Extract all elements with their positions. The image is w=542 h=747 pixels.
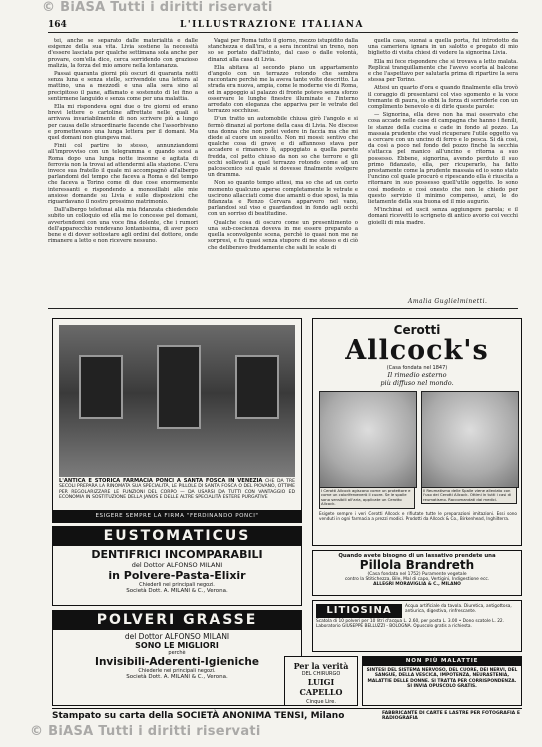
paragraph: tei, anche se separato dalle materialità e dalle esigenze della sua vita. Livia sostiene la necessità d'essere lasciata per qualche settimana sola anche per provare, com'ella dice, cerca sorridendo con grazioso malizia, la forza del mio amore nella lontananza.	[48, 38, 198, 69]
paragraph: quella casa, suonai a quella porta, fui introdotto da una cameriera ignara in un salotto e pregato di mio biglietto di visita chiesi di vedere la signorina Livia.	[368, 38, 518, 57]
man-illustration	[421, 391, 519, 488]
eustomaticus-headline: DENTIFRICI INCOMPARABILI	[91, 548, 263, 561]
pharmacy-illustration	[59, 325, 295, 477]
capello-line-3: LUIGI CAPELLO	[299, 677, 343, 697]
allcock-brand-top: Cerotti	[393, 323, 441, 337]
litiosina-description: Acqua artificiale da tavola. Diuretica, antigottosa, antiurica, digestiva, rinfrescante.	[405, 604, 512, 614]
window-shape	[235, 355, 279, 419]
window-shape	[79, 355, 123, 419]
eustomaticus-banner: EUSTOMATICUS	[53, 527, 301, 546]
allcock-footer: Esigete sempre i veri Cerotti Allcock e rifiutate tutte le preparazioni imitazioni. Essi sono venduti in ogni farmacia a prezzi modici. Prodotti da Allcock & Co., Birkenhead, Inghilterra.	[319, 511, 517, 521]
ad-non-piu-malattie	[362, 656, 522, 706]
author-signature: Amalia Guglielminetti.	[408, 298, 488, 305]
paragraph: Non so quanto tempo attesi, ma so che ad un certo momento qualcuno aperse completamente le vetrate e uscirono allacciati come due amanti o due sposi, la mia fidanzata e Renzo Cervara apparvero nel vano, parlandosi sul viso e guardandosi in fondo agli occhi con un sorriso di beatitudine.	[208, 180, 358, 218]
polveri-doctor: del Dottor ALFONSO MILANI	[124, 632, 230, 641]
allcock-caption-left: I Cerotti Allcock agiscono come un protettore e come un caloriferoeverò il cuore. Se le spalle sono sensibili all'aria, applicate un Cerotto Allcock.	[319, 487, 415, 509]
paragraph: Attesi un quarto d'ora e quando finalmente ella trovò il coraggio di presentarsi col viso sgomento e la voce tremante di paura, io ebbi la forza di sorriderle con un complimento benevolo e di dirle queste parole:	[368, 85, 518, 111]
pillola-uses: contro la Stitichezza, Bile, Mal di capo, Vertigini, Indigestione ecc.	[344, 577, 490, 582]
article-column-2	[208, 38, 358, 308]
polveri-because: perchè	[168, 650, 186, 656]
capello-line-1: Per la verità	[293, 661, 349, 671]
eustomaticus-note: Chiederli nei principali negozi.	[139, 582, 215, 588]
ad-polveri-grasse	[52, 610, 302, 706]
capello-price: Cinque Lire.	[306, 699, 336, 705]
pillola-intro: Quando avete bisogno di un lassativo prendete una	[338, 553, 496, 559]
paragraph: M'inchinai ed uscii senza aggiungere parola; e il domani ricevetti lo scrigneto di antico avorio coi vecchi gioielli di mia madre.	[368, 207, 518, 226]
paragraph: Dall'albergo telefonai alla mia fidanzata chiedendole subito un colloquio ed ella me lo concesse pel domani, avvertendomi con una voce fina dolente, che i rumori dell'apparecchio rendevano lontanissima, di aver poco bene e di dover sottostare agli ordini del dottore, onde rimanere a letto e non ricevere nessuno.	[48, 207, 198, 245]
litiosina-badge: LITIOSINA	[316, 604, 402, 618]
ad-litiosina	[312, 600, 522, 652]
header-rule	[48, 32, 518, 33]
ad-allcock	[312, 318, 522, 546]
ponci-title: L'ANTICA E STORICA FARMACIA PONCI A SANTA FOSCA IN VENEZIA	[59, 478, 263, 484]
pillola-distributor: ALLEGRI MORAVIGLIA & C., MILANO	[373, 582, 461, 587]
allcock-brand: Allcock's	[345, 335, 489, 366]
allcock-tagline-2: più diffuso nel mondo.	[380, 379, 454, 387]
paragraph: Passai quaranta giorni più oscuri di quaranta notti senza luna e senza stelle, scrivendole una lettera al mattino, una a mezzodì e una alla sera sino al precipitoso il pane, affamato e sostenuto di lei fino a sentirmene languido e senza come per una malattia.	[48, 71, 198, 102]
window-shape	[157, 345, 201, 429]
paragraph: D'un tratto un automobile chiusa girò l'angolo e si fermò dinanzi al portone della casa di Livia. Ne discese una donna che non potei vedere in faccia ma che mi diede al cuore un sussulto. Non mi mossi: sentivo che qualche cosa di grave e di affannoso stava per accadere e rimanevo lì, appoggiato a quella parete fredda, col petto chiuso da non so che terrore e gli occhi sollevati a quel terrazzo rotondo come ad un palcoscenico sul quale si dovesse finalmente svolgere un dramma.	[208, 116, 358, 179]
paragraph: Ella mi rispondeva ogni due o tre giorni ed erano brevi lettere o cartoline affrettate nelle quali si arrivava invariabilmente di non scrivere più a lungo per causa delle straordinarie facende che l'assorbivano e promettevano una lunga lettera per il domani. Ma quel domani non giungeva mai.	[48, 104, 198, 142]
journal-title: L'ILLUSTRAZIONE ITALIANA	[180, 20, 364, 30]
printer-footer	[52, 708, 522, 725]
paragraph: Qualche cosa di oscuro come un presentimento o una sub-coscienza doveva in me essere preparato a quella sconvolgente scena, perchè io quasi non me ne sorpresi, e fu quasi senza stupore di me stesso e di ciò che deliberavo freddamente che salii le scale di	[208, 219, 358, 251]
woman-illustration	[319, 391, 417, 488]
eustomaticus-company: Società Dott. A. MILANI & C., Verona.	[126, 588, 228, 594]
paragraph: Ella abitava al secondo piano un appartamento d'angolo con un terrazzo rotondo che sembra raccontare perchè me la aveva tante volte descritto. La strada era nuova, ampia, come le moderne vie di Roma, ed in appoggio al palazzo di fronte potevo senza sforzo osservare le lunghe finestre illuminate e l'interno arredato con eleganza che appariva per le vetrate del terrazzo socchiuse.	[208, 64, 358, 115]
eustomaticus-forms: in Polvere-Pasta-Elixir	[108, 569, 246, 582]
printer-credit: Stampato su carta della SOCIETÀ ANONIMA TENSI, Milano	[52, 711, 345, 721]
cure-banner: NON PIÙ MALATTIE	[363, 657, 521, 666]
ad-pillola-brandreth	[312, 550, 522, 596]
watermark-bottom: © BiASA Tutti i diritti riservati	[30, 724, 261, 739]
allcock-tagline-1: Il rimedio esterno	[387, 371, 447, 379]
capello-line-2: DEL CHIRURGO	[301, 671, 341, 677]
ponci-footer: ESIGERE SEMPRE LA FIRMA "FERDINANDO PONCI"	[53, 510, 301, 522]
cure-body: SINTESI DEL SISTEMA NERVOSO, DEL CUORE, DEI NERVI, DEL SANGUE, DELLA VESCICA, IMPOTENZA, NEURASTENIA, MALATTIE DELLE DONNE. SI TRATTA PER CORRISPONDENZA. SI INVIA OPUSCOLO GRATIS.	[366, 668, 518, 690]
ponci-text-block	[59, 479, 295, 501]
eustomaticus-doctor: del Dottor ALFONSO MILANI	[131, 561, 223, 569]
polveri-note: Chiederle nei principali negozi.	[138, 668, 216, 674]
pillola-founded: (Casa fondata nel 1752)	[367, 572, 421, 577]
paragraph: Ella mi fece rispondere che si trovava a letto malata. Replicai tranquillamente che l'avevo scorta al balcone e che l'aspettavo per salutarla prima di ripartire la sera stessa per Torino.	[368, 58, 518, 84]
polveri-claim: SONO LE MIGLIORI	[135, 641, 219, 650]
paragraph: Finii col partire io stesso, annunziandomi all'improvviso con un telegramma e quando scesi a Roma dopo una lunga notte insonne e agitata di ferrovia non la trovai ad attendermi alla stazione. C'era invece sua fratello il quale mi accompagnò all'albergo parlandomi del tempo che faceva a Roma e del tempo che faceva a Torino come di due cose enormemente interessanti e rispondendo a monosillabi alle mie ansiose domande su Livia e sulle disposizioni che riguardavano il nostro prossimo matrimonio.	[48, 143, 198, 206]
allcock-since: (Casa fondata nel 1847)	[386, 365, 448, 371]
polveri-qualities: Invisibili-Aderenti-Igieniche	[95, 656, 259, 668]
paragraph: — Signorina, ella deve non ha mai osservato che cosa accade nelle case di campagna che hanno i fienili, le stanze della cucina e cade in fondo al pozzo. La massaia prudente che vuol ricuperare l'utile oggetto va a cercare con un uncino di ferro e lo pesca. Si dà così, da così a poco nel fondo del pozzo finchè la secchia s'attacca pel manico all'uncino e ritorna a suo possesso. Ebbene, signorina, avendo perduto il suo primo fidanzato, ella, per ricuperarlo, ha fatto prestamente come la prudente massaia ed io sono stato l'uncino col quale procurò e ripescando ella è riuscita a ritornare in suo possesso quell'utile oggetto. Io sono così modesto e così onesto che non le chiedo per questo servizio il minimo compenso, anzi, le do lietamente della sua buona ed il mio augurio.	[368, 112, 518, 206]
ad-eustomaticus	[52, 526, 302, 606]
paragraph: Vagai per Roma tutto il giorno, mezzo istupidito dalla stanchezza e dall'ira, e a sera incontrai un treno, non so se portato dall'istinto, dal caso o dalle volontà, dinanzi alla casa di Livia.	[208, 38, 358, 63]
section-rule	[48, 308, 518, 309]
article-column-3	[368, 38, 518, 308]
ad-capello	[284, 656, 358, 706]
ad-farmacia-ponci	[52, 318, 302, 523]
printer-tagline: FABBRICANTE DI CARTE E LASTRE PER FOTOGRAFIA E RADIOGRAFIA	[382, 711, 520, 722]
page-number: 164	[48, 20, 67, 30]
pillola-name: Pillola Brandreth	[359, 558, 475, 572]
pillola-vegetal: Puramente vegetale	[421, 572, 467, 577]
ponci-body: CHE DA TRE SECOLI PREPARA LA RINOMATA SUA SPECIALITÀ, LE PILLOLE DI SANTA FOSCA O DEL PIOVANO, OTTIME PER REGOLARIZZARE LE FUNZIONI DEL CORPO — DA USARSI DA TUTTI CON VANTAGGIO ED ECONOMIA IN SOSTITUZIONE DELLA JANOS E DELLE ALTRE SPECIALITÀ ESTERE PURGATIVE	[59, 479, 296, 501]
polveri-company: Società Dott. A. MILANI & C., Verona.	[126, 674, 228, 680]
litiosina-body: Scatola di 10 polveri per 10 litri d'acqua L. 2.60, per posta L. 3.00 • Dono scatole L. 22. Laboratorio GIUSEPPE BELLUZZI - BOLOGNA. Opuscolo gratis a richiesta.	[316, 619, 505, 630]
watermark-top: © BiASA Tutti i diritti riservati	[42, 0, 273, 15]
polveri-banner: POLVERI GRASSE	[53, 611, 301, 630]
allcock-caption-right: Il Reumatismo delle Spalle viene alleviato con l'uso dei Cerotti Allcock. Ottimi in tutti i casi di reumatismo. Raccomandati dai medici.	[421, 487, 517, 504]
article-column-1	[48, 38, 198, 308]
